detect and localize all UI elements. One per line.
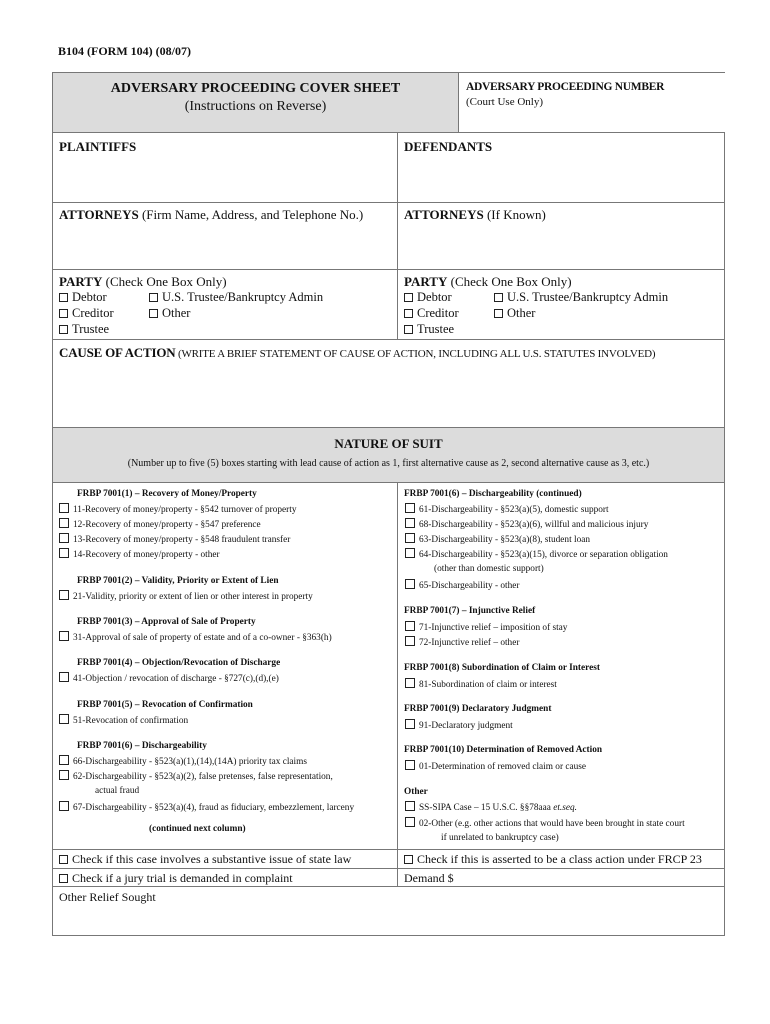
checkbox-icon[interactable]: [405, 579, 415, 589]
item-91[interactable]: 91-Declaratory judgment: [405, 719, 513, 731]
item-41[interactable]: 41-Objection / revocation of discharge - §727(c),(d),(e): [59, 672, 279, 684]
checkbox-icon[interactable]: [405, 518, 415, 528]
item-63[interactable]: 63-Dischargeability - §523(a)(8), student loan: [405, 533, 590, 545]
item-71[interactable]: 71-Injunctive relief – imposition of stay: [405, 621, 567, 633]
checkbox-icon[interactable]: [149, 293, 158, 302]
checkbox-icon[interactable]: [59, 309, 68, 318]
attorneys-right-label: ATTORNEYS (If Known): [404, 207, 546, 222]
checkbox-icon[interactable]: [59, 770, 69, 780]
item-13[interactable]: 13-Recovery of money/property - §548 fraudulent transfer: [59, 533, 290, 545]
cause-of-action-label: CAUSE OF ACTION (WRITE A BRIEF STATEMENT OF CAUSE OF ACTION, INCLUDING ALL U.S. STATUTES INVOLVED): [59, 345, 656, 360]
item-65[interactable]: 65-Dischargeability - other: [405, 579, 520, 591]
proceeding-number-title: ADVERSARY PROCEEDING NUMBER: [466, 81, 665, 93]
checkbox-icon[interactable]: [404, 309, 413, 318]
item-51[interactable]: 51-Revocation of confirmation: [59, 714, 188, 726]
section-7001-6-continued: FRBP 7001(6) – Dischargeability (continued): [404, 489, 582, 499]
item-ss[interactable]: SS-SIPA Case – 15 U.S.C. §§78aaa et.seq.: [405, 801, 577, 813]
item-66[interactable]: 66-Dischargeability - §523(a)(1),(14),(14A) priority tax claims: [59, 755, 307, 767]
item-62-continued: actual fraud: [95, 786, 140, 796]
checkbox-icon[interactable]: [405, 719, 415, 729]
section-7001-8: FRBP 7001(8) Subordination of Claim or Interest: [404, 663, 600, 673]
item-68[interactable]: 68-Dischargeability - §523(a)(6), willful and malicious injury: [405, 518, 648, 530]
party-right-label: PARTY (Check One Box Only): [404, 274, 572, 289]
checkbox-icon[interactable]: [59, 755, 69, 765]
item-67[interactable]: 67-Dischargeability - §523(a)(4), fraud as fiduciary, embezzlement, larceny: [59, 801, 354, 813]
checkbox-icon[interactable]: [405, 636, 415, 646]
party-right-other[interactable]: Other: [494, 306, 535, 321]
nature-of-suit-header: [53, 428, 724, 483]
nos-column-divider: [397, 483, 398, 850]
class-action-check[interactable]: Check if this is asserted to be a class action under FRCP 23: [404, 852, 702, 867]
item-31[interactable]: 31-Approval of sale of property of estate and of a co-owner - §363(h): [59, 631, 332, 643]
form-code: B104 (FORM 104) (08/07): [58, 44, 191, 58]
checkbox-icon[interactable]: [59, 672, 69, 682]
item-64-continued: (other than domestic support): [434, 564, 544, 574]
attorneys-left-label: ATTORNEYS (Firm Name, Address, and Telephone No.): [59, 207, 364, 222]
continued-note: (continued next column): [149, 824, 246, 834]
checkbox-icon[interactable]: [494, 309, 503, 318]
other-relief-label: Other Relief Sought: [59, 890, 156, 904]
item-62[interactable]: 62-Dischargeability - §523(a)(2), false pretenses, false representation,: [59, 770, 333, 782]
checkbox-icon[interactable]: [149, 309, 158, 318]
checkbox-icon[interactable]: [405, 817, 415, 827]
section-7001-4: FRBP 7001(4) – Objection/Revocation of Discharge: [77, 658, 281, 668]
checkbox-icon[interactable]: [59, 855, 68, 864]
party-right-trustee[interactable]: Trustee: [404, 322, 454, 337]
checkbox-icon[interactable]: [59, 714, 69, 724]
nature-of-suit-subtitle: (Number up to five (5) boxes starting with lead cause of action as 1, first alternative cause as 2, second alternative cause as 3, etc.): [127, 458, 650, 469]
section-7001-6: FRBP 7001(6) – Dischargeability: [77, 741, 207, 751]
checkbox-icon[interactable]: [405, 801, 415, 811]
parties-row: [53, 133, 724, 203]
item-12[interactable]: 12-Recovery of money/property - §547 preference: [59, 518, 261, 530]
checkbox-icon[interactable]: [405, 760, 415, 770]
form-title: ADVERSARY PROCEEDING COVER SHEET: [110, 81, 401, 96]
checkbox-icon[interactable]: [59, 631, 69, 641]
checkbox-icon[interactable]: [404, 855, 413, 864]
section-7001-1: FRBP 7001(1) – Recovery of Money/Property: [77, 489, 257, 499]
checkbox-icon[interactable]: [405, 548, 415, 558]
checkbox-icon[interactable]: [59, 503, 69, 513]
plaintiffs-label: PLAINTIFFS: [59, 139, 137, 154]
checkbox-icon[interactable]: [405, 621, 415, 631]
checkbox-icon[interactable]: [404, 293, 413, 302]
checkbox-icon[interactable]: [405, 503, 415, 513]
checkbox-icon[interactable]: [59, 518, 69, 528]
item-61[interactable]: 61-Dischargeability - §523(a)(5), domestic support: [405, 503, 609, 515]
column-divider: [397, 133, 398, 340]
checkbox-icon[interactable]: [59, 325, 68, 334]
item-81[interactable]: 81-Subordination of claim or interest: [405, 678, 557, 690]
party-left-trustee[interactable]: Trustee: [59, 322, 109, 337]
item-72[interactable]: 72-Injunctive relief – other: [405, 636, 519, 648]
checkbox-icon[interactable]: [59, 293, 68, 302]
jury-trial-check[interactable]: Check if a jury trial is demanded in complaint: [59, 871, 293, 886]
section-7001-9: FRBP 7001(9) Declaratory Judgment: [404, 704, 552, 714]
party-right-trustee-admin[interactable]: U.S. Trustee/Bankruptcy Admin: [494, 290, 668, 305]
state-law-check[interactable]: Check if this case involves a substantive issue of state law: [59, 852, 351, 867]
party-left-creditor[interactable]: Creditor: [59, 306, 114, 321]
cover-sheet: [52, 72, 725, 936]
section-7001-3: FRBP 7001(3) – Approval of Sale of Property: [77, 617, 256, 627]
section-other: Other: [404, 787, 428, 797]
section-7001-7: FRBP 7001(7) – Injunctive Relief: [404, 606, 536, 616]
section-7001-5: FRBP 7001(5) – Revocation of Confirmation: [77, 700, 253, 710]
item-01[interactable]: 01-Determination of removed claim or cause: [405, 760, 586, 772]
proceeding-number-sub: (Court Use Only): [466, 96, 543, 108]
checkbox-icon[interactable]: [59, 590, 69, 600]
checkbox-icon[interactable]: [404, 325, 413, 334]
demand-field[interactable]: Demand $: [404, 871, 454, 885]
item-02[interactable]: 02-Other (e.g. other actions that would have been brought in state court: [405, 817, 685, 829]
party-right-creditor[interactable]: Creditor: [404, 306, 459, 321]
checkbox-icon[interactable]: [494, 293, 503, 302]
item-11[interactable]: 11-Recovery of money/property - §542 turnover of property: [59, 503, 297, 515]
party-left-trustee-admin[interactable]: U.S. Trustee/Bankruptcy Admin: [149, 290, 323, 305]
form-subtitle: (Instructions on Reverse): [184, 99, 327, 114]
party-left-debtor[interactable]: Debtor: [59, 290, 107, 305]
item-21[interactable]: 21-Validity, priority or extent of lien or other interest in property: [59, 590, 313, 602]
checkbox-icon[interactable]: [59, 801, 69, 811]
checkbox-icon[interactable]: [59, 548, 69, 558]
section-7001-2: FRBP 7001(2) – Validity, Priority or Extent of Lien: [77, 576, 279, 586]
item-14[interactable]: 14-Recovery of money/property - other: [59, 548, 220, 560]
item-02-continued: if unrelated to bankruptcy case): [441, 833, 559, 843]
section-7001-10: FRBP 7001(10) Determination of Removed Action: [404, 745, 603, 755]
party-right-debtor[interactable]: Debtor: [404, 290, 452, 305]
checkbox-icon[interactable]: [59, 533, 69, 543]
item-64[interactable]: 64-Dischargeability - §523(a)(15), divorce or separation obligation: [405, 548, 668, 560]
party-left-other[interactable]: Other: [149, 306, 190, 321]
checkbox-icon[interactable]: [405, 533, 415, 543]
nature-of-suit-title: NATURE OF SUIT: [334, 436, 443, 451]
checkbox-icon[interactable]: [405, 678, 415, 688]
checkbox-icon[interactable]: [59, 874, 68, 883]
defendants-label: DEFENDANTS: [404, 139, 493, 154]
party-left-label: PARTY (Check One Box Only): [59, 274, 227, 289]
